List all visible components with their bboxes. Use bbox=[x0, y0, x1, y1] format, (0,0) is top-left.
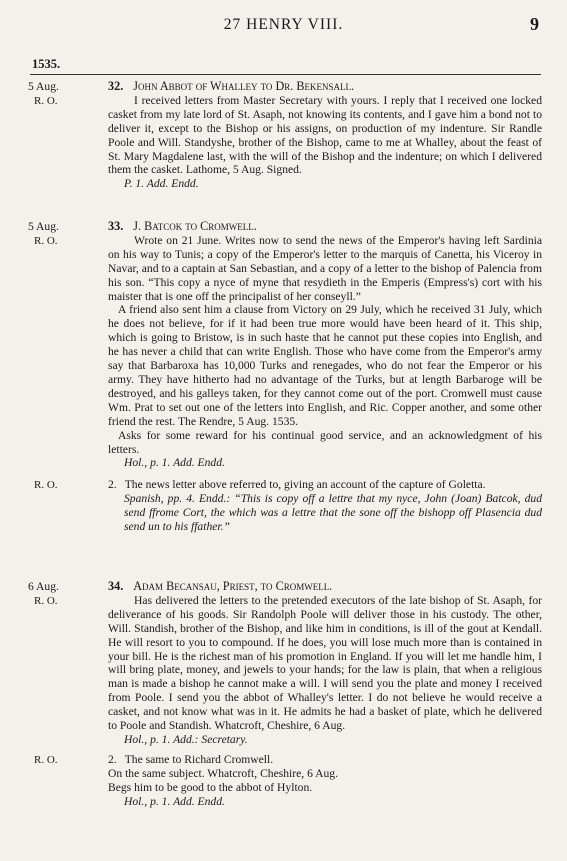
top-rule bbox=[30, 74, 541, 75]
entry-source: R. O. bbox=[34, 234, 58, 247]
entry-date: 5 Aug. bbox=[28, 80, 59, 93]
entry-date: 5 Aug. bbox=[28, 220, 59, 233]
year-label: 1535. bbox=[32, 57, 61, 71]
sub-note: Hol., p. 1. Add. Endd. bbox=[124, 794, 225, 808]
sub-paragraph bbox=[108, 753, 542, 767]
entry-note: Hol., p. 1. Add. Endd. bbox=[124, 456, 225, 470]
running-title: 27 HENRY VIII. bbox=[223, 16, 344, 33]
entry-title: John Abbot of Whalley to Dr. Bekensall. bbox=[133, 79, 355, 93]
entry-paragraph: Has delivered the letters to the pretended executors of the late bishop of St. Asaph, for deliverance of his goods. Sir Randolph Poole will deliver those in his custody. The other, Will. Standish, brother of the Bishop, and like him in conditions, is ill of the gout at Kendall. He will resort to you to compound. If he does, you will lose much more than is contained in your bill. He is the richest man of his promotion in England. If you will let me handle him, I will bring plate, money, and jewels to your hands; for the law is plain, that when a religious man is made a bishop he cannot make a will. I will send you the plate and money I received from Poole. I send you the abbot of Whalley's letter. I do not believe he would receive a casket, and not know what was in it. He admits he had a basket of plate, which he delivered to Poole and Standish. Whatcroft, Cheshire, 6 Aug. bbox=[108, 593, 542, 733]
entry-34 bbox=[28, 580, 542, 809]
entry-paragraph: Wrote on 21 June. Writes now to send the news of the Emperor's having left Sardinia on his way to Tunis; a copy of the Emperor's letter to the marquis of Canetta, his Viceroy in Navar, and to a captain at San Sebastian, and a copy of a letter to the bishop of Palencia from his son. “This copy a nyce of myne that resydieth in the Emperis (Empress's) cort with his maister that is one off the principalist of her conseyll.” bbox=[108, 233, 542, 303]
entry-heading bbox=[108, 580, 542, 594]
sub-source: R. O. bbox=[34, 479, 58, 492]
entry-heading bbox=[108, 220, 542, 234]
sub-line: On the same subject. Whatcroft, Cheshire, 6 Aug. bbox=[108, 766, 338, 780]
entry-number: 33. bbox=[108, 219, 124, 233]
sub-text: The same to Richard Cromwell. bbox=[124, 752, 274, 766]
sub-text: The news letter above referred to, giving an account of the capture of Goletta. bbox=[124, 478, 486, 492]
entry-source: R. O. bbox=[34, 594, 58, 607]
entry-heading bbox=[108, 80, 542, 94]
entry-paragraph: A friend also sent him a clause from Victory on 29 July, which he received 31 July, which he does not believe, for if it had been true more would have been heard of it. This ship, which is going to Bristow, is in such haste that he cannot put these copies into English, and he has never a child that can write English. Those who have come from the Emperor's army say that Barbaroxa has 10,000 Turks and renegades, who do not fear the Emperor or his army. They have hitherto had no advantage of the Turks, but at length Barbaroge will be destroyed, and his galleys taken, for they cannot come out of the port. Cromwell must cause Wm. Prat to set out one of the letters into English, and Ric. Copper another, and some other friend the rest. The Rendre, 5 Aug. 1535. bbox=[108, 303, 542, 428]
sub-number: 2. bbox=[108, 478, 117, 492]
sub-line: Begs him to be good to the abbot of Hylton. bbox=[108, 780, 313, 794]
sub-number: 2. bbox=[108, 752, 117, 766]
entry-number: 34. bbox=[108, 579, 124, 593]
entry-title: J. Batcok to Cromwell. bbox=[133, 219, 257, 233]
entry-note: Hol., p. 1. Add.: Secretary. bbox=[124, 732, 248, 746]
entry-33 bbox=[28, 220, 542, 534]
entry-title: Adam Becansau, Priest, to Cromwell. bbox=[133, 579, 333, 593]
sub-source: R. O. bbox=[34, 753, 58, 766]
entry-source: R. O. bbox=[34, 94, 58, 107]
entry-32 bbox=[28, 80, 542, 191]
entry-date: 6 Aug. bbox=[28, 580, 59, 593]
entry-paragraph: I received letters from Master Secretary with yours. I reply that I received one locked casket from my late lord of St. Asaph, not knowing its contents, and I gave him a bond not to deliver it, except to the Bishop or his assigns, on production of my indenture. Sir Randle Poole and Will. Standyshe, brother of the Bishop, came to me at Whalley, about the feast of St. Mary Magdalene last, with the will of the Bishop and the indenture; on which I delivered them the casket. Lathome, 5 Aug. Signed. bbox=[108, 93, 542, 177]
sub-note: Spanish, pp. 4. Endd.: “This is copy off a lettre that my nyce, John (Joan) Batcok, dud send ffrome Cort, the which was a lettre that the sone off the bishopp off Plasencia dud send un to his ffather.” bbox=[124, 492, 542, 534]
sub-paragraph bbox=[108, 478, 542, 492]
entry-note: P. 1. Add. Endd. bbox=[124, 177, 199, 191]
page-header bbox=[0, 16, 567, 40]
entry-paragraph: Asks for some reward for his continual good service, and an acknowledgment of his letters. bbox=[108, 428, 542, 456]
entry-number: 32. bbox=[108, 79, 124, 93]
page-number: 9 bbox=[530, 14, 539, 34]
